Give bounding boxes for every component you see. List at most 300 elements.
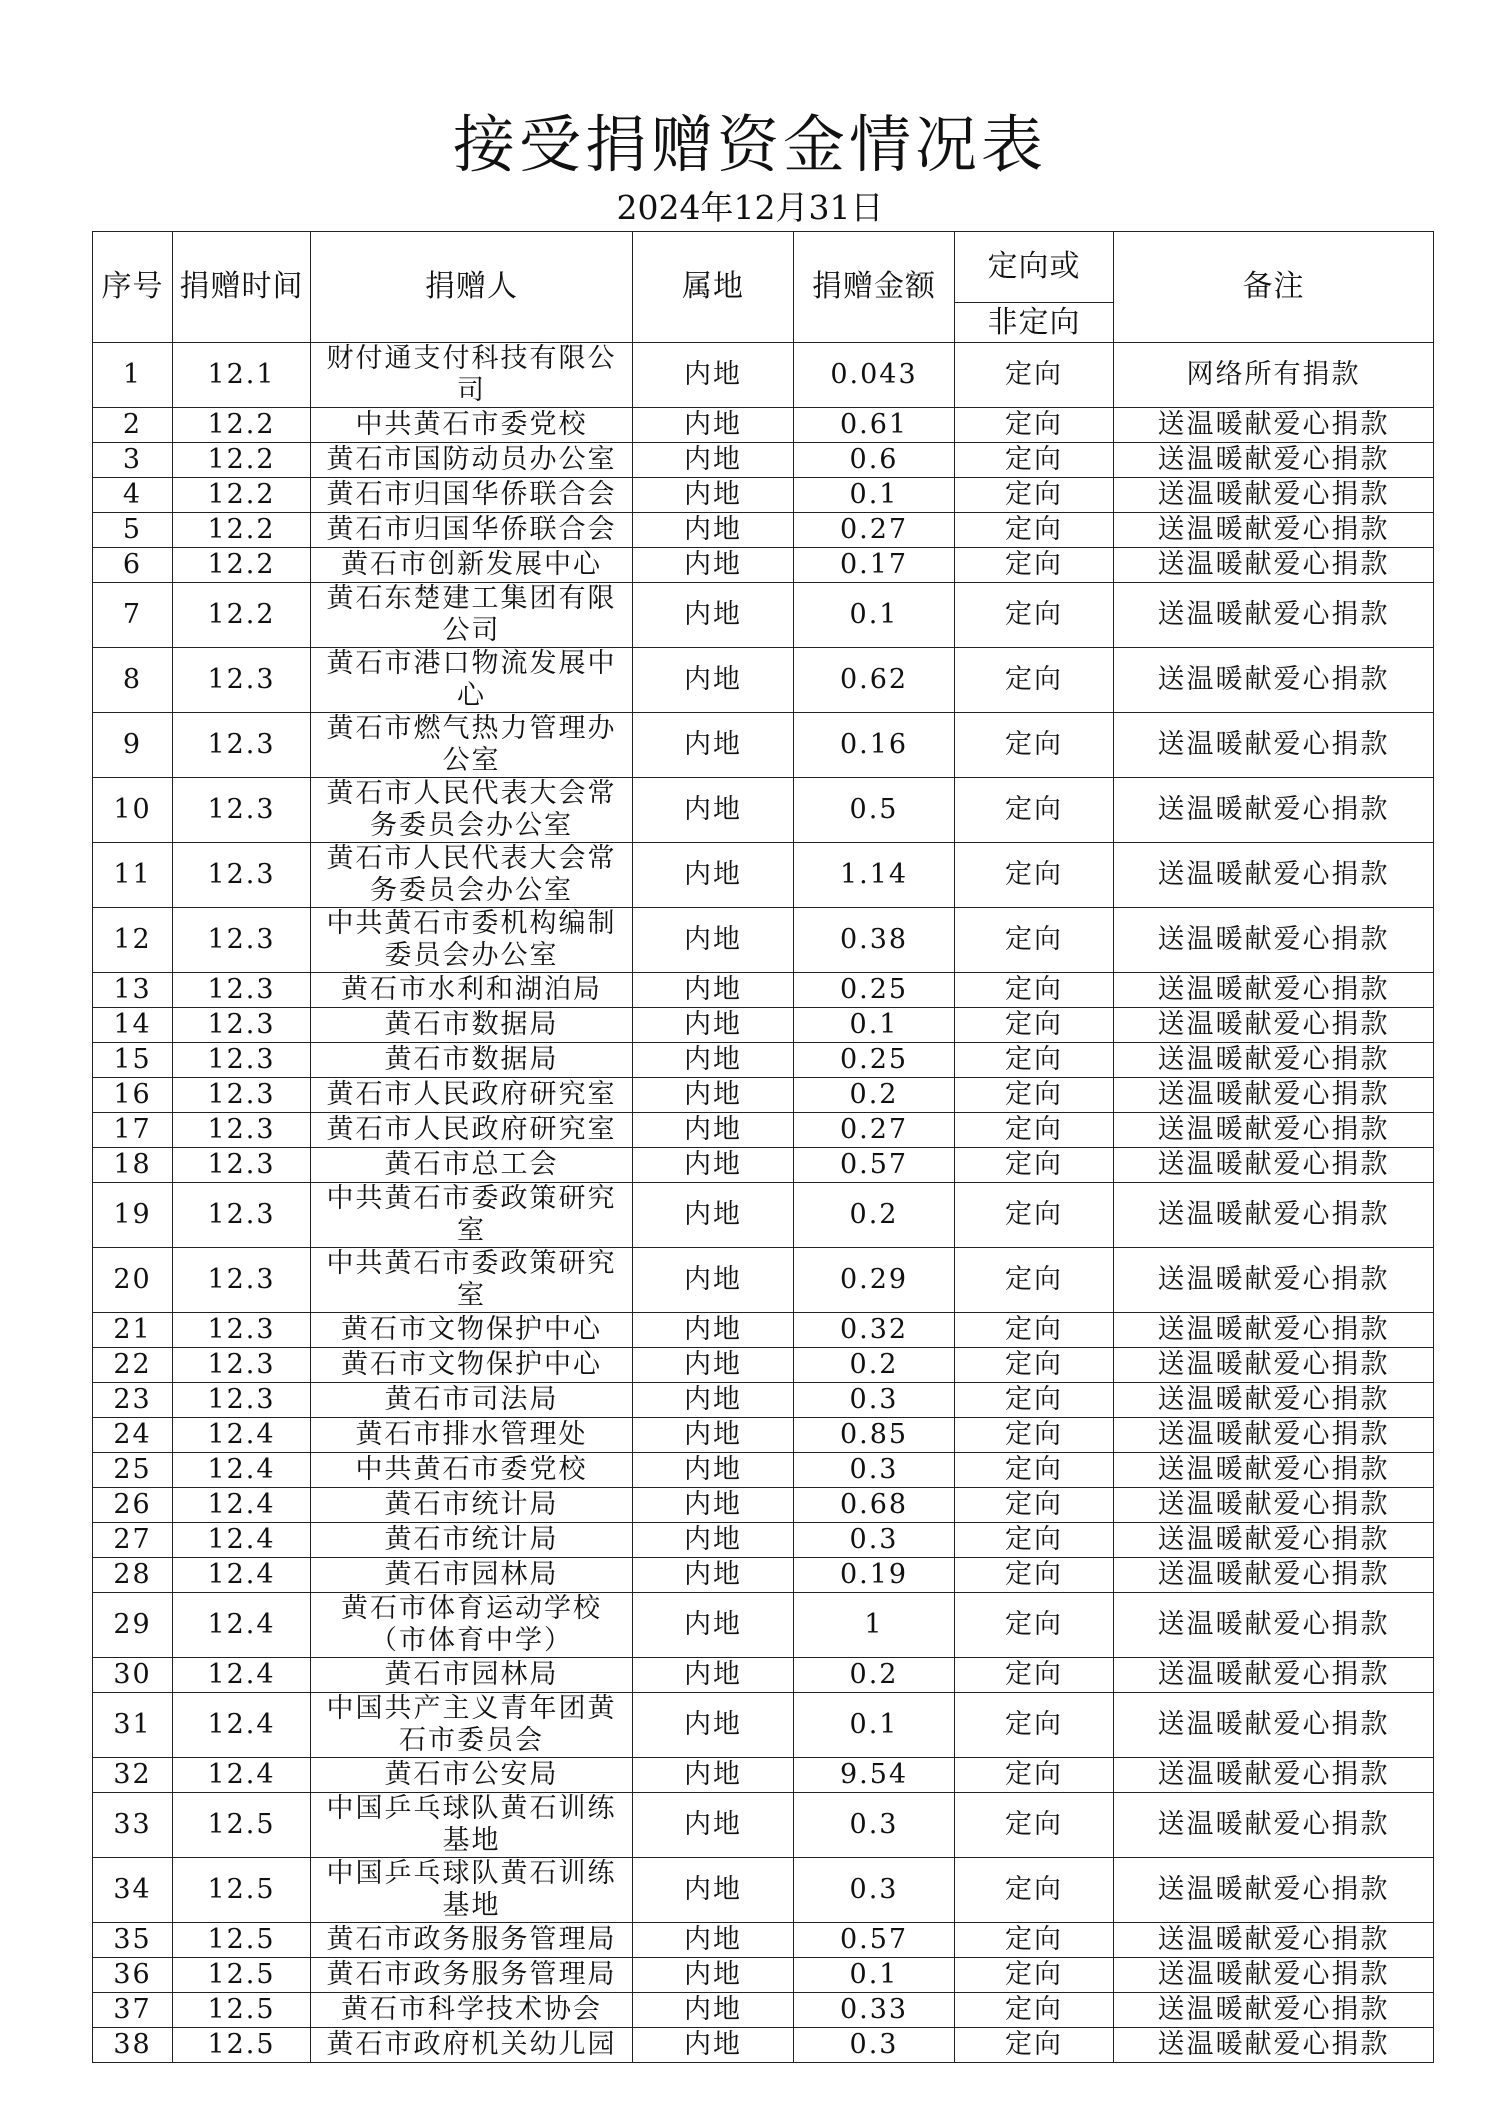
cell-region: 内地 — [633, 1523, 794, 1558]
cell-region: 内地 — [633, 1858, 794, 1923]
table-row — [93, 1348, 1434, 1383]
cell-region: 内地 — [633, 583, 794, 648]
cell-time: 12.5 — [173, 1958, 311, 1993]
cell-time: 12.5 — [173, 1993, 311, 2028]
cell-index: 20 — [93, 1248, 173, 1313]
cell-donor: 中国乒乓球队黄石训练基地 — [311, 1793, 633, 1858]
cell-remark: 送温暖献爱心捐款 — [1114, 1113, 1434, 1148]
table-row — [93, 843, 1434, 908]
cell-amount: 0.32 — [794, 1313, 955, 1348]
cell-amount: 0.19 — [794, 1558, 955, 1593]
cell-region: 内地 — [633, 343, 794, 408]
cell-time: 12.3 — [173, 1348, 311, 1383]
cell-remark: 送温暖献爱心捐款 — [1114, 1858, 1434, 1923]
header-index: 序号 — [93, 232, 173, 343]
cell-index: 28 — [93, 1558, 173, 1593]
cell-amount: 0.3 — [794, 1858, 955, 1923]
cell-index: 1 — [93, 343, 173, 408]
table-row — [93, 1523, 1434, 1558]
cell-donor: 黄石市数据局 — [311, 1008, 633, 1043]
cell-directed: 定向 — [955, 408, 1114, 443]
cell-remark: 送温暖献爱心捐款 — [1114, 648, 1434, 713]
cell-amount: 0.85 — [794, 1418, 955, 1453]
cell-time: 12.2 — [173, 443, 311, 478]
cell-amount: 0.1 — [794, 1958, 955, 1993]
cell-amount: 0.17 — [794, 548, 955, 583]
cell-region: 内地 — [633, 778, 794, 843]
cell-donor: 黄石市司法局 — [311, 1383, 633, 1418]
cell-remark: 送温暖献爱心捐款 — [1114, 1183, 1434, 1248]
cell-directed: 定向 — [955, 713, 1114, 778]
table-row — [93, 908, 1434, 973]
cell-region: 内地 — [633, 1923, 794, 1958]
cell-region: 内地 — [633, 1658, 794, 1693]
cell-amount: 0.62 — [794, 648, 955, 713]
cell-time: 12.3 — [173, 1043, 311, 1078]
cell-amount: 0.2 — [794, 1348, 955, 1383]
table-row — [93, 1008, 1434, 1043]
cell-amount: 0.1 — [794, 1693, 955, 1758]
cell-directed: 定向 — [955, 1008, 1114, 1043]
cell-remark: 送温暖献爱心捐款 — [1114, 1993, 1434, 2028]
cell-donor: 财付通支付科技有限公司 — [311, 343, 633, 408]
cell-index: 7 — [93, 583, 173, 648]
cell-time: 12.3 — [173, 778, 311, 843]
cell-region: 内地 — [633, 1183, 794, 1248]
cell-remark: 网络所有捐款 — [1114, 343, 1434, 408]
cell-index: 8 — [93, 648, 173, 713]
cell-index: 34 — [93, 1858, 173, 1923]
cell-region: 内地 — [633, 513, 794, 548]
cell-region: 内地 — [633, 1043, 794, 1078]
table-row — [93, 713, 1434, 778]
cell-remark: 送温暖献爱心捐款 — [1114, 1958, 1434, 1993]
cell-time: 12.4 — [173, 1453, 311, 1488]
report-date: 2024年12月31日 — [616, 188, 884, 227]
cell-index: 2 — [93, 408, 173, 443]
cell-amount: 0.5 — [794, 778, 955, 843]
header-time: 捐赠时间 — [173, 232, 311, 343]
cell-amount: 0.2 — [794, 1658, 955, 1693]
cell-remark: 送温暖献爱心捐款 — [1114, 1008, 1434, 1043]
cell-region: 内地 — [633, 1248, 794, 1313]
header-remark: 备注 — [1114, 232, 1434, 343]
cell-region: 内地 — [633, 1758, 794, 1793]
table-row — [93, 1148, 1434, 1183]
cell-region: 内地 — [633, 1453, 794, 1488]
cell-directed: 定向 — [955, 1043, 1114, 1078]
cell-index: 22 — [93, 1348, 173, 1383]
cell-amount: 9.54 — [794, 1758, 955, 1793]
cell-time: 12.3 — [173, 973, 311, 1008]
cell-donor: 黄石市政务服务管理局 — [311, 1923, 633, 1958]
cell-time: 12.4 — [173, 1593, 311, 1658]
table-row — [93, 443, 1434, 478]
cell-directed: 定向 — [955, 1383, 1114, 1418]
cell-time: 12.5 — [173, 1793, 311, 1858]
cell-index: 3 — [93, 443, 173, 478]
cell-region: 内地 — [633, 1078, 794, 1113]
cell-donor: 黄石市归国华侨联合会 — [311, 478, 633, 513]
cell-index: 19 — [93, 1183, 173, 1248]
cell-remark: 送温暖献爱心捐款 — [1114, 973, 1434, 1008]
cell-index: 23 — [93, 1383, 173, 1418]
table-row — [93, 513, 1434, 548]
cell-region: 内地 — [633, 1348, 794, 1383]
cell-time: 12.3 — [173, 1008, 311, 1043]
cell-donor: 黄石市港口物流发展中心 — [311, 648, 633, 713]
cell-time: 12.3 — [173, 1078, 311, 1113]
cell-index: 32 — [93, 1758, 173, 1793]
cell-donor: 黄石市统计局 — [311, 1488, 633, 1523]
cell-amount: 0.68 — [794, 1488, 955, 1523]
cell-directed: 定向 — [955, 1348, 1114, 1383]
cell-region: 内地 — [633, 1418, 794, 1453]
table-row — [93, 1453, 1434, 1488]
cell-remark: 送温暖献爱心捐款 — [1114, 1693, 1434, 1758]
cell-amount: 0.3 — [794, 1793, 955, 1858]
cell-remark: 送温暖献爱心捐款 — [1114, 1453, 1434, 1488]
cell-index: 14 — [93, 1008, 173, 1043]
cell-index: 4 — [93, 478, 173, 513]
table-row — [93, 1793, 1434, 1858]
cell-directed: 定向 — [955, 973, 1114, 1008]
cell-time: 12.4 — [173, 1758, 311, 1793]
cell-directed: 定向 — [955, 583, 1114, 648]
cell-directed: 定向 — [955, 2028, 1114, 2063]
cell-time: 12.4 — [173, 1488, 311, 1523]
cell-donor: 黄石市文物保护中心 — [311, 1313, 633, 1348]
cell-donor: 中共黄石市委机构编制委员会办公室 — [311, 908, 633, 973]
cell-directed: 定向 — [955, 1453, 1114, 1488]
cell-remark: 送温暖献爱心捐款 — [1114, 1558, 1434, 1593]
cell-time: 12.3 — [173, 1313, 311, 1348]
cell-remark: 送温暖献爱心捐款 — [1114, 1793, 1434, 1858]
cell-amount: 0.29 — [794, 1248, 955, 1313]
cell-time: 12.3 — [173, 908, 311, 973]
cell-amount: 0.33 — [794, 1993, 955, 2028]
cell-remark: 送温暖献爱心捐款 — [1114, 908, 1434, 973]
table-row — [93, 1658, 1434, 1693]
cell-donor: 黄石市文物保护中心 — [311, 1348, 633, 1383]
table-row — [93, 1183, 1434, 1248]
cell-remark: 送温暖献爱心捐款 — [1114, 1488, 1434, 1523]
cell-donor: 黄石市人民政府研究室 — [311, 1113, 633, 1148]
cell-region: 内地 — [633, 1993, 794, 2028]
cell-time: 12.5 — [173, 1858, 311, 1923]
cell-index: 24 — [93, 1418, 173, 1453]
cell-time: 12.2 — [173, 513, 311, 548]
table-row — [93, 1993, 1434, 2028]
cell-amount: 0.2 — [794, 1078, 955, 1113]
cell-amount: 0.1 — [794, 478, 955, 513]
cell-index: 6 — [93, 548, 173, 583]
cell-amount: 0.3 — [794, 1453, 955, 1488]
table-row — [93, 648, 1434, 713]
cell-donor: 黄石市水利和湖泊局 — [311, 973, 633, 1008]
cell-directed: 定向 — [955, 1523, 1114, 1558]
cell-region: 内地 — [633, 1593, 794, 1658]
cell-region: 内地 — [633, 1008, 794, 1043]
cell-directed: 定向 — [955, 443, 1114, 478]
cell-directed: 定向 — [955, 1183, 1114, 1248]
cell-amount: 0.3 — [794, 1523, 955, 1558]
table-row — [93, 1078, 1434, 1113]
cell-donor: 黄石市总工会 — [311, 1148, 633, 1183]
cell-region: 内地 — [633, 1958, 794, 1993]
donation-table — [92, 231, 1434, 2063]
cell-donor: 中共黄石市委政策研究室 — [311, 1183, 633, 1248]
cell-amount: 0.1 — [794, 1008, 955, 1043]
header-amount: 捐赠金额 — [794, 232, 955, 343]
cell-directed: 定向 — [955, 1558, 1114, 1593]
cell-remark: 送温暖献爱心捐款 — [1114, 1078, 1434, 1113]
cell-time: 12.3 — [173, 1113, 311, 1148]
cell-directed: 定向 — [955, 1148, 1114, 1183]
cell-region: 内地 — [633, 2028, 794, 2063]
cell-directed: 定向 — [955, 1793, 1114, 1858]
cell-index: 26 — [93, 1488, 173, 1523]
table-row — [93, 1593, 1434, 1658]
cell-remark: 送温暖献爱心捐款 — [1114, 1248, 1434, 1313]
table-body — [93, 343, 1434, 2063]
cell-time: 12.3 — [173, 713, 311, 778]
cell-remark: 送温暖献爱心捐款 — [1114, 548, 1434, 583]
cell-region: 内地 — [633, 1383, 794, 1418]
cell-region: 内地 — [633, 1148, 794, 1183]
cell-index: 13 — [93, 973, 173, 1008]
cell-region: 内地 — [633, 1558, 794, 1593]
cell-donor: 中共黄石市委党校 — [311, 408, 633, 443]
cell-donor: 黄石东楚建工集团有限公司 — [311, 583, 633, 648]
cell-index: 16 — [93, 1078, 173, 1113]
cell-index: 12 — [93, 908, 173, 973]
table-row — [93, 1858, 1434, 1923]
cell-donor: 黄石市园林局 — [311, 1558, 633, 1593]
cell-time: 12.4 — [173, 1693, 311, 1758]
cell-remark: 送温暖献爱心捐款 — [1114, 583, 1434, 648]
cell-amount: 0.57 — [794, 1148, 955, 1183]
cell-amount: 1 — [794, 1593, 955, 1658]
cell-remark: 送温暖献爱心捐款 — [1114, 513, 1434, 548]
cell-region: 内地 — [633, 478, 794, 513]
cell-directed: 定向 — [955, 908, 1114, 973]
table-row — [93, 1248, 1434, 1313]
cell-region: 内地 — [633, 408, 794, 443]
cell-time: 12.4 — [173, 1418, 311, 1453]
cell-region: 内地 — [633, 1793, 794, 1858]
table-row — [93, 548, 1434, 583]
cell-time: 12.3 — [173, 1383, 311, 1418]
cell-directed: 定向 — [955, 1313, 1114, 1348]
cell-time: 12.4 — [173, 1558, 311, 1593]
cell-index: 30 — [93, 1658, 173, 1693]
cell-amount: 0.1 — [794, 583, 955, 648]
cell-index: 17 — [93, 1113, 173, 1148]
cell-time: 12.5 — [173, 2028, 311, 2063]
table-row — [93, 1693, 1434, 1758]
cell-remark: 送温暖献爱心捐款 — [1114, 478, 1434, 513]
cell-amount: 0.25 — [794, 973, 955, 1008]
cell-amount: 0.27 — [794, 513, 955, 548]
cell-donor: 中共黄石市委党校 — [311, 1453, 633, 1488]
table-row — [93, 478, 1434, 513]
cell-amount: 0.2 — [794, 1183, 955, 1248]
cell-index: 35 — [93, 1923, 173, 1958]
cell-directed: 定向 — [955, 1858, 1114, 1923]
cell-index: 37 — [93, 1993, 173, 2028]
cell-donor: 黄石市人民代表大会常务委员会办公室 — [311, 843, 633, 908]
cell-donor: 黄石市园林局 — [311, 1658, 633, 1693]
cell-amount: 0.6 — [794, 443, 955, 478]
cell-donor: 黄石市政务服务管理局 — [311, 1958, 633, 1993]
cell-directed: 定向 — [955, 1418, 1114, 1453]
cell-donor: 黄石市归国华侨联合会 — [311, 513, 633, 548]
cell-remark: 送温暖献爱心捐款 — [1114, 843, 1434, 908]
cell-remark: 送温暖献爱心捐款 — [1114, 2028, 1434, 2063]
cell-donor: 黄石市燃气热力管理办公室 — [311, 713, 633, 778]
cell-directed: 定向 — [955, 648, 1114, 713]
cell-donor: 黄石市国防动员办公室 — [311, 443, 633, 478]
cell-amount: 0.38 — [794, 908, 955, 973]
cell-index: 31 — [93, 1693, 173, 1758]
cell-amount: 0.61 — [794, 408, 955, 443]
cell-time: 12.2 — [173, 408, 311, 443]
cell-directed: 定向 — [955, 1958, 1114, 1993]
table-row — [93, 2028, 1434, 2063]
cell-donor: 中国共产主义青年团黄石市委员会 — [311, 1693, 633, 1758]
cell-remark: 送温暖献爱心捐款 — [1114, 1348, 1434, 1383]
cell-remark: 送温暖献爱心捐款 — [1114, 778, 1434, 843]
cell-region: 内地 — [633, 713, 794, 778]
cell-time: 12.2 — [173, 548, 311, 583]
cell-time: 12.3 — [173, 1183, 311, 1248]
table-row — [93, 1758, 1434, 1793]
cell-remark: 送温暖献爱心捐款 — [1114, 713, 1434, 778]
cell-region: 内地 — [633, 548, 794, 583]
cell-donor: 黄石市体育运动学校（市体育中学） — [311, 1593, 633, 1658]
cell-donor: 黄石市统计局 — [311, 1523, 633, 1558]
cell-directed: 定向 — [955, 1078, 1114, 1113]
table-row — [93, 583, 1434, 648]
cell-index: 11 — [93, 843, 173, 908]
table-row — [93, 778, 1434, 843]
table-row — [93, 1488, 1434, 1523]
table-row — [93, 1923, 1434, 1958]
cell-directed: 定向 — [955, 548, 1114, 583]
header-region: 属地 — [633, 232, 794, 343]
cell-remark: 送温暖献爱心捐款 — [1114, 1383, 1434, 1418]
cell-donor: 黄石市政府机关幼儿园 — [311, 2028, 633, 2063]
cell-donor: 黄石市人民政府研究室 — [311, 1078, 633, 1113]
cell-amount: 1.14 — [794, 843, 955, 908]
cell-remark: 送温暖献爱心捐款 — [1114, 1923, 1434, 1958]
cell-amount: 0.16 — [794, 713, 955, 778]
cell-donor: 中共黄石市委政策研究室 — [311, 1248, 633, 1313]
table-row — [93, 1043, 1434, 1078]
cell-remark: 送温暖献爱心捐款 — [1114, 1758, 1434, 1793]
cell-time: 12.2 — [173, 478, 311, 513]
cell-directed: 定向 — [955, 1993, 1114, 2028]
cell-index: 9 — [93, 713, 173, 778]
cell-donor: 黄石市数据局 — [311, 1043, 633, 1078]
cell-time: 12.2 — [173, 583, 311, 648]
cell-index: 29 — [93, 1593, 173, 1658]
cell-index: 10 — [93, 778, 173, 843]
cell-index: 21 — [93, 1313, 173, 1348]
cell-remark: 送温暖献爱心捐款 — [1114, 1418, 1434, 1453]
cell-time: 12.3 — [173, 1248, 311, 1313]
cell-directed: 定向 — [955, 1593, 1114, 1658]
cell-donor: 黄石市排水管理处 — [311, 1418, 633, 1453]
cell-donor: 黄石市科学技术协会 — [311, 1993, 633, 2028]
cell-index: 27 — [93, 1523, 173, 1558]
cell-time: 12.4 — [173, 1658, 311, 1693]
table-row — [93, 1958, 1434, 1993]
cell-time: 12.4 — [173, 1523, 311, 1558]
cell-region: 内地 — [633, 648, 794, 713]
cell-remark: 送温暖献爱心捐款 — [1114, 1593, 1434, 1658]
cell-time: 12.1 — [173, 343, 311, 408]
cell-index: 18 — [93, 1148, 173, 1183]
table-row — [93, 408, 1434, 443]
table-row — [93, 1383, 1434, 1418]
cell-donor: 黄石市公安局 — [311, 1758, 633, 1793]
header-row — [93, 232, 1434, 303]
cell-time: 12.3 — [173, 1148, 311, 1183]
cell-remark: 送温暖献爱心捐款 — [1114, 1043, 1434, 1078]
cell-directed: 定向 — [955, 843, 1114, 908]
cell-region: 内地 — [633, 443, 794, 478]
cell-region: 内地 — [633, 843, 794, 908]
cell-region: 内地 — [633, 1113, 794, 1148]
page-title: 接受捐赠资金情况表 — [452, 108, 1047, 181]
cell-remark: 送温暖献爱心捐款 — [1114, 1148, 1434, 1183]
cell-directed: 定向 — [955, 1758, 1114, 1793]
header-directed-line1: 定向或 — [955, 232, 1114, 303]
header-donor: 捐赠人 — [311, 232, 633, 343]
cell-remark: 送温暖献爱心捐款 — [1114, 443, 1434, 478]
cell-donor: 中国乒乓球队黄石训练基地 — [311, 1858, 633, 1923]
cell-directed: 定向 — [955, 778, 1114, 843]
table-row — [93, 1313, 1434, 1348]
cell-amount: 0.57 — [794, 1923, 955, 1958]
cell-region: 内地 — [633, 1693, 794, 1758]
cell-remark: 送温暖献爱心捐款 — [1114, 1658, 1434, 1693]
table-row — [93, 973, 1434, 1008]
cell-region: 内地 — [633, 908, 794, 973]
cell-region: 内地 — [633, 1488, 794, 1523]
cell-region: 内地 — [633, 1313, 794, 1348]
cell-directed: 定向 — [955, 343, 1114, 408]
cell-directed: 定向 — [955, 1113, 1114, 1148]
table-row — [93, 1558, 1434, 1593]
cell-directed: 定向 — [955, 478, 1114, 513]
cell-index: 5 — [93, 513, 173, 548]
cell-directed: 定向 — [955, 1488, 1114, 1523]
cell-directed: 定向 — [955, 513, 1114, 548]
cell-directed: 定向 — [955, 1923, 1114, 1958]
cell-amount: 0.043 — [794, 343, 955, 408]
cell-index: 25 — [93, 1453, 173, 1488]
cell-remark: 送温暖献爱心捐款 — [1114, 1313, 1434, 1348]
table-row — [93, 1113, 1434, 1148]
cell-donor: 黄石市创新发展中心 — [311, 548, 633, 583]
table-row — [93, 1418, 1434, 1453]
cell-index: 38 — [93, 2028, 173, 2063]
cell-index: 33 — [93, 1793, 173, 1858]
cell-amount: 0.27 — [794, 1113, 955, 1148]
